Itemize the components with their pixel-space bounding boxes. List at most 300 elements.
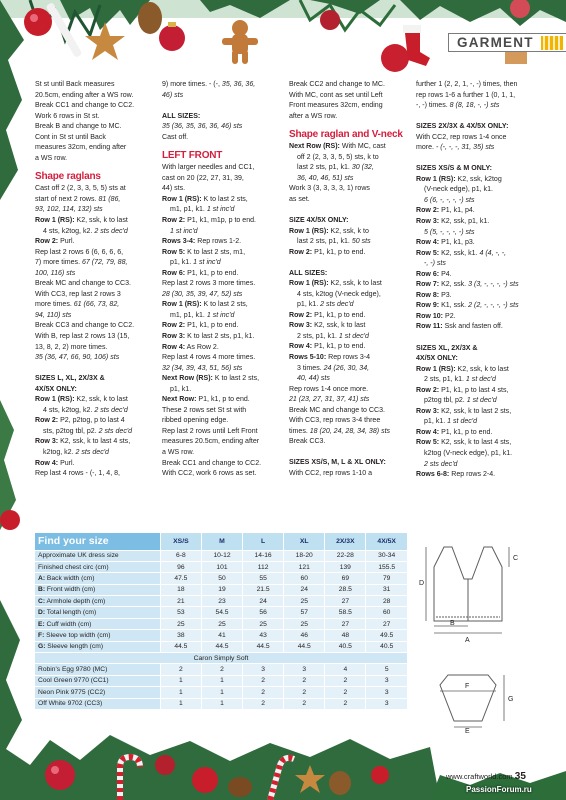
instruction-text: P1, k1, p to end.	[439, 428, 493, 436]
row-label: 4X/5X ONLY:	[35, 385, 77, 393]
table-cell: 10-12	[201, 550, 242, 561]
measurement-label	[35, 607, 160, 618]
text-line	[35, 469, 160, 480]
instruction-text: -, -) times.	[416, 102, 450, 110]
size-column-header: 2X/3X	[325, 533, 366, 550]
text-line	[416, 375, 544, 386]
row-label: Row 2:	[162, 322, 186, 330]
footer	[446, 771, 526, 782]
yarn-ball-count: 3	[243, 664, 284, 675]
text-line	[35, 216, 160, 227]
table-cell: 40.5	[366, 641, 407, 652]
text-line	[416, 249, 544, 260]
table-row	[35, 596, 407, 607]
text-line	[162, 332, 287, 343]
instruction-text: P1, k1, p to end.	[312, 311, 366, 319]
instruction-text: Break B and change to MC.	[35, 123, 122, 131]
text-line	[162, 311, 287, 322]
spacer	[35, 364, 160, 375]
instruction-text: K2, ssk, p1, k1.	[439, 218, 490, 226]
text-line	[416, 80, 544, 91]
instruction-text: Rep last 2 rows until Left Front	[162, 427, 258, 435]
table-cell: 55	[243, 573, 284, 584]
instruction-text: Break MC and change to CC3.	[35, 280, 131, 288]
table-cell: 27	[325, 618, 366, 629]
text-line	[162, 112, 287, 123]
row-label: Row 4:	[416, 239, 440, 247]
yarn-ball-count: 4	[325, 664, 366, 675]
table-cell: 60	[284, 573, 325, 584]
text-line	[416, 449, 544, 460]
table-cell: 25	[160, 618, 201, 629]
stitch-count: 1 st inc'd	[170, 227, 198, 235]
table-cell: 69	[325, 573, 366, 584]
table-cell: 48	[325, 630, 366, 641]
table-cell: 40.5	[325, 641, 366, 652]
table-header-row	[35, 533, 407, 550]
instruction-text: p1, k1.	[170, 259, 194, 267]
text-line	[162, 195, 287, 206]
instruction-text: as set.	[289, 195, 310, 203]
text-line	[289, 91, 414, 102]
instruction-text: Rep last 4 rows - (-, 1, 4, 8,	[35, 470, 120, 478]
yarn-name: Cool Green 9770 (CC1)	[35, 675, 160, 686]
text-line	[162, 353, 287, 364]
row-label: Row 2:	[416, 386, 440, 394]
measurement-label	[35, 618, 160, 629]
yarn-ball-count: 2	[243, 687, 284, 698]
measurement-label	[35, 573, 160, 584]
instruction-text: P1, k1, p to last 4 sts,	[439, 386, 509, 394]
table-cell: 30-34	[366, 550, 407, 561]
text-line	[35, 154, 160, 165]
instruction-text: 9) more times. - (-,	[162, 81, 222, 88]
text-line	[162, 343, 287, 354]
table-cell: 54.5	[201, 607, 242, 618]
row-label: Row 1 (RS):	[289, 227, 329, 235]
table-cell: 46	[284, 630, 325, 641]
measurement-name: Approximate UK dress size	[38, 552, 119, 560]
text-line	[416, 417, 544, 428]
instruction-text: With CC3, rep last 2 rows 3	[35, 290, 121, 298]
yarn-ball-count: 3	[366, 675, 407, 686]
yarn-name: Off White 9702 (CC3)	[35, 698, 160, 709]
text-line	[289, 101, 414, 112]
instruction-text: With CC3, rep rows 3-4 three	[289, 417, 381, 425]
spacer	[416, 333, 544, 344]
yarn-row	[35, 698, 407, 709]
stitch-count: 1 st dec'd	[447, 418, 478, 426]
row-label: SIZES L, XL, 2X/3X &	[35, 375, 105, 383]
instruction-text: K2, ssk, k to last 4 sts,	[58, 438, 131, 446]
instruction-text: measures 32cm, ending after	[35, 144, 127, 152]
text-line	[35, 416, 160, 427]
row-label: Row 1 (RS):	[162, 301, 202, 309]
text-line	[162, 395, 287, 406]
instruction-text: Purl.	[58, 459, 75, 467]
measurement-name: Back width (cm)	[45, 574, 95, 582]
instruction-text: last 2 sts, p1, k1.	[297, 164, 352, 172]
text-line	[162, 406, 287, 417]
table-cell: 21	[160, 596, 201, 607]
text-line	[289, 342, 414, 353]
stitch-count: -, -) sts	[424, 260, 446, 268]
stitch-count: 35 (36, 35, 36, 36, 46) sts	[162, 123, 243, 131]
text-line	[162, 416, 287, 427]
yarn-ball-count: 1	[201, 687, 242, 698]
text-line	[289, 385, 414, 396]
measurement-label	[35, 561, 160, 572]
text-line	[35, 101, 160, 112]
instruction-text: Break CC3.	[289, 438, 326, 446]
yarn-ball-count: 2	[243, 698, 284, 709]
text-line	[162, 91, 287, 102]
instruction-text: P1, k1, m1p, p to end.	[185, 216, 257, 224]
instruction-text: p1, k1.	[424, 418, 448, 426]
text-line	[289, 427, 414, 438]
text-line	[35, 205, 160, 216]
table-cell: 14-16	[243, 550, 284, 561]
dim-label-g: G	[508, 696, 514, 703]
table-cell: 58.5	[325, 607, 366, 618]
instruction-text: m1, p1, k1.	[170, 206, 207, 214]
instruction-text: k2tog, k2.	[43, 449, 76, 456]
row-label: Row 2:	[162, 216, 186, 224]
row-label: Row 3:	[416, 218, 440, 226]
instruction-text: P1, k1, p to end.	[312, 343, 366, 351]
table-cell: 25	[284, 596, 325, 607]
yarn-ball-count: 2	[160, 664, 201, 675]
instruction-text: Rep last 4 rows 4 more times.	[162, 354, 256, 362]
spacer	[162, 101, 287, 112]
instruction-text: P1, k1, p to end.	[185, 322, 239, 330]
text-line	[162, 258, 287, 269]
yarn-ball-count: 3	[366, 698, 407, 709]
text-line	[416, 322, 544, 333]
instruction-text: 20.5cm, ending after a WS row.	[35, 91, 134, 99]
instruction-text: last 2 sts, p1, k1.	[297, 238, 352, 246]
yarn-ball-count: 5	[366, 664, 407, 675]
text-line	[162, 448, 287, 459]
text-line	[416, 407, 544, 418]
stitch-count: 35 (36, 47, 66, 90, 106) sts	[35, 354, 120, 362]
table-cell: 41	[201, 630, 242, 641]
text-line	[416, 291, 544, 302]
text-line	[289, 321, 414, 332]
text-line	[162, 290, 287, 301]
instruction-text: Break CC1 and change to CC2.	[162, 459, 262, 467]
text-line	[416, 143, 544, 154]
spacer	[289, 448, 414, 459]
table-cell: 23	[201, 596, 242, 607]
instruction-text: P1, k1, p3.	[439, 239, 475, 247]
table-cell: 49.5	[366, 630, 407, 641]
table-cell: 44.5	[243, 641, 284, 652]
text-line	[162, 237, 287, 248]
text-line	[162, 321, 287, 332]
instruction-text: Rep rows 1-4 once more.	[289, 385, 369, 393]
text-line	[35, 143, 160, 154]
text-line	[416, 396, 544, 407]
instruction-text: 4 sts, k2tog, k2.	[43, 227, 95, 235]
yarn-ball-count: 2	[201, 664, 242, 675]
row-label: Row 4:	[35, 459, 59, 467]
stitch-count: 21 (23, 27, 31, 37, 41) sts	[289, 396, 370, 404]
yarn-ball-count: 1	[160, 675, 201, 686]
instruction-text: Rep last 2 rows 3 more times.	[162, 280, 256, 288]
text-line	[289, 311, 414, 322]
measurement-name: Armhole depth (cm)	[45, 597, 106, 605]
instruction-text: K2, ssk, k to last	[74, 396, 128, 404]
text-line	[162, 364, 287, 375]
instruction-text: With B, rep last 2 rows 13 (15,	[35, 333, 130, 341]
measurement-name: Sleeve top width (cm)	[44, 631, 111, 639]
table-cell: 24	[284, 584, 325, 595]
measurement-name: Finished chest circ (cm)	[38, 563, 109, 571]
text-line	[416, 228, 544, 239]
row-label: Row 5:	[416, 249, 440, 257]
dim-label-a: A	[465, 637, 470, 644]
text-line	[289, 153, 414, 164]
row-label: Row 1 (RS):	[35, 396, 75, 404]
text-line	[416, 312, 544, 323]
text-line	[35, 122, 160, 133]
stitch-count: 93, 102, 114, 132) sts	[35, 206, 103, 214]
text-line	[162, 469, 287, 480]
row-label: SIZES XL, 2X/3X &	[416, 344, 478, 352]
text-line	[289, 269, 414, 280]
text-line	[35, 227, 160, 238]
section-heading: Shape raglans	[35, 171, 101, 183]
stitch-count: 36, 40, 46, 51) sts	[297, 174, 354, 182]
spacer	[289, 205, 414, 216]
instruction-text: more times.	[35, 301, 74, 309]
text-line	[416, 101, 544, 112]
text-line	[416, 175, 544, 186]
stitch-count: 5 (5, -, -, -, -) sts	[424, 228, 475, 236]
instruction-text: measures 20.5cm, ending after	[162, 438, 260, 446]
instruction-text: With CC2, work 6 rows as set.	[162, 470, 257, 478]
size-column-header: XS/S	[160, 533, 201, 550]
dim-label-d: D	[419, 580, 425, 587]
yarn-ball-count: 1	[160, 698, 201, 709]
row-label: Next Row:	[162, 396, 197, 404]
text-line	[162, 184, 287, 195]
instruction-text: 7) more times.	[35, 259, 82, 267]
row-label: Row 2:	[35, 417, 59, 425]
text-line	[162, 300, 287, 311]
table-row	[35, 630, 407, 641]
instruction-text: K2, ssk, k to last 4 sts,	[439, 439, 512, 447]
yarn-ball-count: 2	[284, 675, 325, 686]
text-line	[162, 437, 287, 448]
row-label: Row 2:	[289, 248, 313, 256]
row-label: Row 4:	[416, 428, 440, 436]
row-label: Row 8:	[416, 291, 440, 299]
stitch-count: 46) sts	[162, 91, 184, 99]
stitch-count: 6 (6, -, -, -, -) sts	[424, 196, 475, 204]
instruction-text: Cont in St st until Back	[35, 133, 106, 141]
instruction-text: St st until Back measures	[35, 81, 115, 88]
row-label: Rows 3-4:	[162, 238, 196, 246]
instruction-text: These 2 rows set St st with	[162, 406, 247, 414]
text-line	[416, 301, 544, 312]
instruction-text: P2.	[443, 312, 456, 320]
measurement-letter: A:	[38, 574, 46, 582]
stitch-count: 2 sts dec'd	[75, 449, 109, 456]
table-cell: 44.5	[284, 641, 325, 652]
instruction-text: 4 sts, k2tog (V-neck edge),	[297, 290, 381, 298]
instruction-text: P1, k1, p to end.	[312, 248, 366, 256]
stitch-count: 94, 110) sts	[35, 311, 72, 319]
text-line	[289, 406, 414, 417]
table-cell: 19	[201, 584, 242, 595]
table-cell: 25	[284, 618, 325, 629]
text-line	[35, 321, 160, 332]
text-line	[416, 470, 544, 481]
text-line	[416, 133, 544, 144]
text-line	[289, 395, 414, 406]
text-line	[416, 196, 544, 207]
text-line	[289, 216, 414, 227]
row-label: 4X/5X ONLY:	[416, 355, 458, 363]
instruction-text: Rep last 2 rows 6 (6, 6, 6, 6,	[35, 248, 124, 256]
table-cell: 6-8	[160, 550, 201, 561]
row-label: Row 5:	[416, 439, 440, 447]
text-line	[35, 91, 160, 102]
text-line	[162, 133, 287, 144]
measurement-label	[35, 641, 160, 652]
instruction-text: Front measures 32cm, ending	[289, 102, 383, 110]
instruction-text: 4 sts, k2tog, k2.	[43, 406, 95, 414]
stitch-count: 1 st inc'd	[193, 259, 221, 267]
text-line	[35, 406, 160, 417]
instruction-text: Rep rows 1-2.	[195, 238, 242, 246]
row-label: Row 9:	[416, 302, 440, 310]
table-row	[35, 573, 407, 584]
yarn-row	[35, 675, 407, 686]
instruction-text: times.	[289, 427, 310, 435]
stitch-count: 32 (34, 39, 43, 51, 56) sts	[162, 364, 243, 372]
row-label: Row 3:	[416, 407, 440, 415]
table-cell: 139	[325, 561, 366, 572]
measurement-name: Sleeve length (cm)	[45, 643, 104, 651]
row-label: Row 5:	[162, 248, 186, 256]
row-label: SIZES XS/S & M ONLY:	[416, 165, 492, 173]
instruction-text: 2 sts, p1, k1.	[424, 376, 466, 384]
measurement-name: Front width (cm)	[45, 586, 96, 594]
instruction-text: P1, k1, p4.	[439, 207, 475, 215]
stitch-count: 40, 44) sts	[297, 375, 330, 383]
measurement-letter: G:	[38, 643, 46, 651]
row-label: Rows 6-8:	[416, 471, 450, 479]
instruction-text: Work 6 rows in St st.	[35, 112, 100, 120]
row-label: Row 2:	[289, 311, 313, 319]
instruction-text: K to last 2 sts, p1, k1.	[185, 332, 255, 340]
text-line	[162, 122, 287, 133]
text-line	[35, 133, 160, 144]
yarn-ball-count: 2	[325, 687, 366, 698]
measurement-name: Total length (cm)	[45, 609, 97, 617]
instruction-text: k2tog (V-neck edge), p1, k1.	[424, 450, 513, 457]
stitch-count: 1 st inc'd	[206, 206, 235, 214]
text-line	[416, 428, 544, 439]
stitch-count: 3 (3, -, -, -, -) sts	[468, 281, 519, 289]
table-cell: 27	[366, 618, 407, 629]
text-line	[162, 459, 287, 470]
text-line	[416, 164, 544, 175]
table-cell: 44.5	[160, 641, 201, 652]
row-label: Row 6:	[162, 269, 186, 277]
text-line	[289, 112, 414, 123]
instruction-text: 3 times.	[297, 364, 324, 372]
instruction-text: ribbed opening edge.	[162, 417, 229, 425]
instruction-text: K to last 2 sts,	[201, 195, 248, 203]
text-line	[35, 459, 160, 470]
yarn-ball-count: 1	[201, 698, 242, 709]
instruction-text: K2, ssk, k to last	[328, 280, 382, 288]
text-line	[162, 385, 287, 396]
text-line	[289, 227, 414, 238]
text-line	[289, 184, 414, 195]
instruction-text: K1, ssk.	[439, 302, 469, 310]
size-column-header: L	[243, 533, 284, 550]
stitch-count: 8 (8, 18, -, -) sts	[449, 102, 500, 110]
row-label: SIZES XS/S, M, L & XL ONLY:	[289, 459, 386, 467]
table-row	[35, 550, 407, 561]
text-line	[162, 227, 287, 238]
instruction-text: 44) sts.	[162, 185, 186, 193]
measurement-label	[35, 550, 160, 561]
dim-label-c: C	[513, 555, 519, 562]
text-line	[35, 269, 160, 280]
instruction-text: start of next 2 rows.	[35, 195, 99, 203]
table-cell: 28.5	[325, 584, 366, 595]
text-line	[35, 395, 160, 406]
row-label: SIZE 4X/5X ONLY:	[289, 216, 349, 224]
yarn-ball-count: 3	[284, 664, 325, 675]
pattern-column-1	[35, 80, 160, 480]
text-line	[162, 205, 287, 216]
yarn-ball-count: 2	[325, 675, 366, 686]
text-line	[162, 427, 287, 438]
instruction-text: rep rows 1-6 a further 1 (0, 1, 1,	[416, 91, 516, 99]
text-line	[162, 174, 287, 185]
text-line	[416, 185, 544, 196]
table-cell: 44.5	[201, 641, 242, 652]
instruction-text: p2tog tbl, p2.	[424, 397, 467, 405]
instruction-text: Break CC2 and change to MC.	[289, 81, 385, 88]
table-row	[35, 641, 407, 652]
stitch-count: 2 sts dec'd	[320, 301, 354, 309]
instruction-text: Ssk and fasten off.	[442, 323, 503, 331]
row-label: Next Row (RS):	[289, 143, 340, 151]
text-line	[35, 332, 160, 343]
instruction-text: m1, p1, k1.	[170, 311, 207, 319]
sleeve-schematic	[440, 675, 496, 721]
text-line	[289, 163, 414, 174]
text-line	[162, 216, 287, 227]
text-line	[416, 122, 544, 133]
text-line	[289, 332, 414, 343]
stitch-count: - (-, -, -, 31, 35) sts	[435, 144, 495, 152]
instruction-text: P1, k1, p to end.	[196, 396, 250, 404]
text-line	[162, 163, 287, 174]
table-cell: 24	[243, 596, 284, 607]
row-label: Row 1 (RS):	[162, 195, 202, 203]
instruction-text: more.	[416, 144, 436, 152]
yarn-row	[35, 664, 407, 675]
